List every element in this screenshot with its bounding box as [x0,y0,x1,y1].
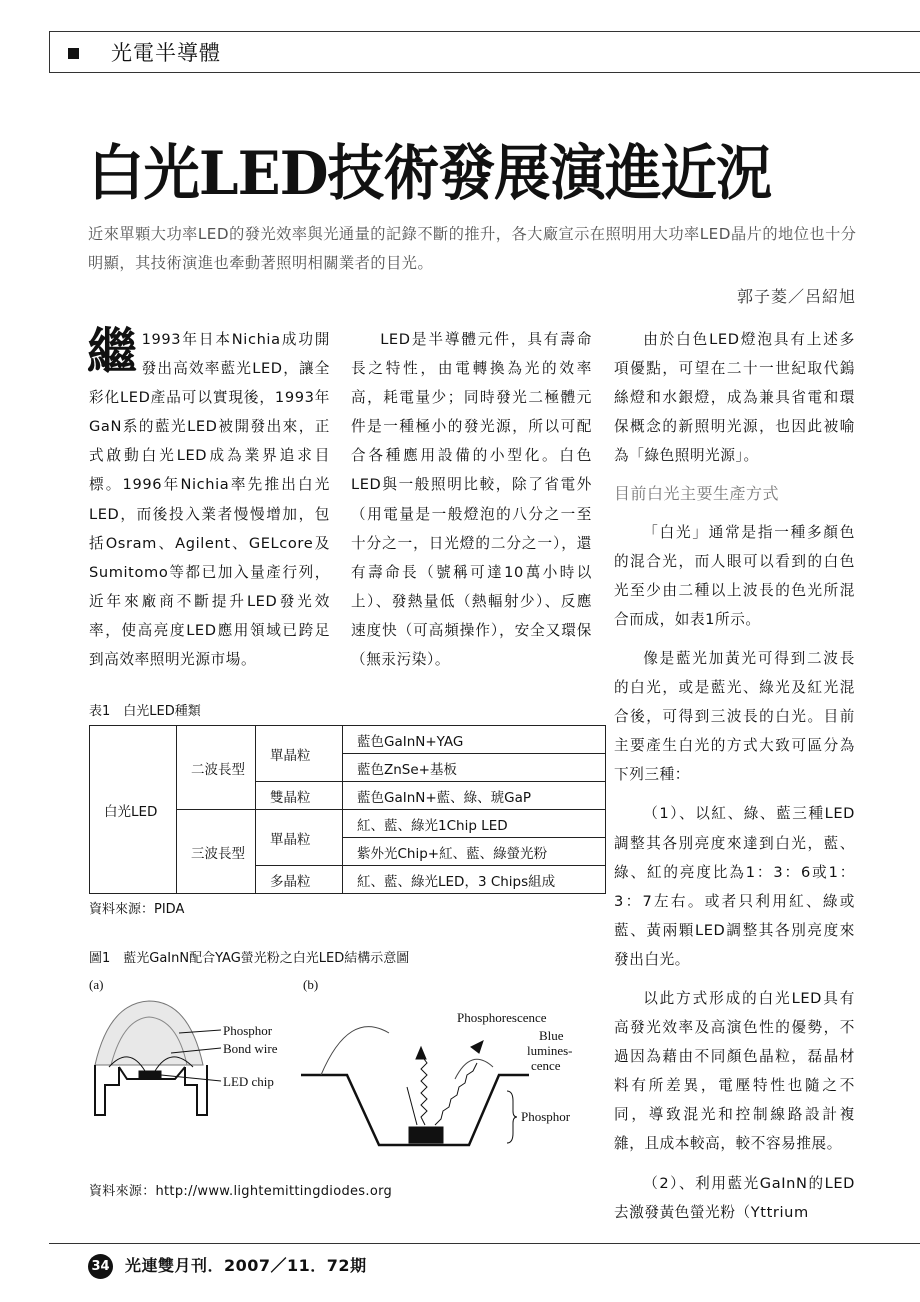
emission-arc-left [321,1027,389,1075]
table-caption: 表1 白光LED種類 [89,704,201,719]
table-cell-method: 紅、藍、綠光LED，3 Chips組成 [343,866,606,894]
column-2 [351,325,592,674]
section-title: 光電半導體 [111,41,221,65]
phosphor-b-label: Phosphor [521,1109,571,1124]
table-cell-chip-type: 單晶粒 [256,726,343,782]
table-cell-method: 紅、藍、綠光1Chip LED [343,810,606,838]
table-cell-root: 白光LED [90,726,177,894]
publication-info: 光連雙月刊．2007／11．72期 [125,1256,367,1275]
table-cell-category: 三波長型 [177,810,256,894]
blue-label-3: cence [531,1058,561,1073]
figure-source: 資料來源：http://www.lightemittingdiodes.org [89,1184,393,1199]
phosphor-brace [507,1091,517,1143]
lead-left [95,1065,119,1115]
bond-wire-label: Bond wire [223,1041,278,1056]
table-cell-method: 藍色GaInN+藍、綠、琥GaP [343,782,606,810]
paragraph: LED是半導體元件，具有壽命長之特性，由電轉換為光的效率高，耗電量少；同時發光二極體元件是一種極小的發光源，所以可配合各種應用設備的小型化。白色LED與一般照明比較，除了省電外（用電量是一般燈泡的八分之一至十分之一，日光燈的二分之一），還有壽命長（號稱可達10萬小時以上）、發熱量低（熱輻射少）、反應速度快（可高頻操作），安全又環保（無汞污染）。 [351,331,592,669]
led-chip-b [409,1127,443,1143]
white-led-types-table [89,725,606,894]
table-cell-method: 藍色GaInN+YAG [343,726,606,754]
column-3 [614,325,855,1227]
lead-right [185,1065,207,1115]
led-chip-label: LED chip [223,1074,274,1089]
paragraph: 「白光」通常是指一種多顏色的混合光，而人眼可以看到的白色光至少由二種以上波長的色光所混合而成，如表1所示。 [614,523,855,628]
paragraph: （2）、利用藍光GaInN的LED去激發黃色螢光粉（Yttrium [614,1174,855,1221]
blue-label-1: Blue [539,1028,564,1043]
arrowhead-icon [416,1047,426,1059]
article-lede: 近來單顆大功率LED的發光效率與光通量的記錄不斷的推升，各大廠宣示在照明用大功率LED晶片的地位也十分明顯，其技術演進也牽動著照明相關業者的目光。 [88,225,857,272]
table-cell-chip-type: 多晶粒 [256,866,343,894]
column-1 [89,325,330,674]
phosphorescence-label: Phosphorescence [457,1010,547,1025]
paragraph [89,325,330,674]
footer-rule [49,1243,920,1244]
led-chip-a [139,1071,161,1078]
paragraph: 像是藍光加黃光可得到二波長的白光，或是藍光、綠光及紅光混合後，可得到三波長的白光。目前主要產生白光的方式大致可區分為下列三種： [614,649,855,784]
emission-line [407,1087,417,1125]
figure-label-a: (a) [89,977,104,992]
paragraph-text: 1993年日本Nichia成功開發出高效率藍光LED，讓全彩化LED產品可以實現後，1993年GaN系的藍光LED被開發出來，正式啟動白光LED成為業界追求目標。1996年Nichia率先推出白光LED，而後投入業者慢慢增加，包括Osram、Agilent、GELcore及Sumitomo等都已加入量產行列，近年來廠商不斷提升LED發光效率，使高亮度LED應用領域已跨足到高效率照明光源市場。 [89,331,330,669]
table-cell-chip-type: 單晶粒 [256,810,343,866]
page-number: 34 [88,1254,113,1279]
figure-caption: 圖1 藍光GaInN配合YAG螢光粉之白光LED結構示意圖 [89,951,410,966]
article-authors: 郭子菱／呂紹旭 [736,287,856,306]
square-bullet-icon [68,48,79,59]
phosphor-dome [95,1001,203,1065]
article-title: 白光LED技術發展演進近況 [88,139,772,209]
led-structure-diagram [89,975,589,1165]
subheading: 目前白光主要生產方式 [614,484,780,504]
arrowhead-icon [471,1041,483,1053]
blue-label-2: lumines- [527,1043,573,1058]
table-cell-method: 藍色ZnSe+基板 [343,754,606,782]
table-cell-method: 紫外光Chip+紅、藍、綠螢光粉 [343,838,606,866]
table-cell-category: 二波長型 [177,726,256,810]
figure-label-b: (b) [303,977,319,992]
table-cell-chip-type: 雙晶粒 [256,782,343,810]
drop-cap: 繼 [87,323,138,381]
phosphor-label: Phosphor [223,1023,273,1038]
blue-ray [435,1063,477,1125]
paragraph: 以此方式形成的白光LED具有高發光效率及高演色性的優勢，不過因為藉由不同顏色晶粒，磊晶材料有所差異，電壓特性也隨之不同，導致混光和控制線路設計複雜，且成本較高，較不容易推展。 [614,989,855,1153]
phosphorescence-ray [421,1055,427,1125]
table-source: 資料來源：PIDA [89,902,185,917]
paragraph: （1）、以紅、綠、藍三種LED調整其各別亮度來達到白光，藍、綠、紅的亮度比為1：3：6或1：3：7左右。或者只利用紅、綠或藍、黃兩顆LED調整其各別亮度來發出白光。 [614,805,855,968]
paragraph: 由於白色LED燈泡具有上述多項優點，可望在二十一世紀取代鎢絲燈和水銀燈，成為兼具省電和環保概念的新照明光源，也因此被喻為「綠色照明光源」。 [614,331,855,465]
